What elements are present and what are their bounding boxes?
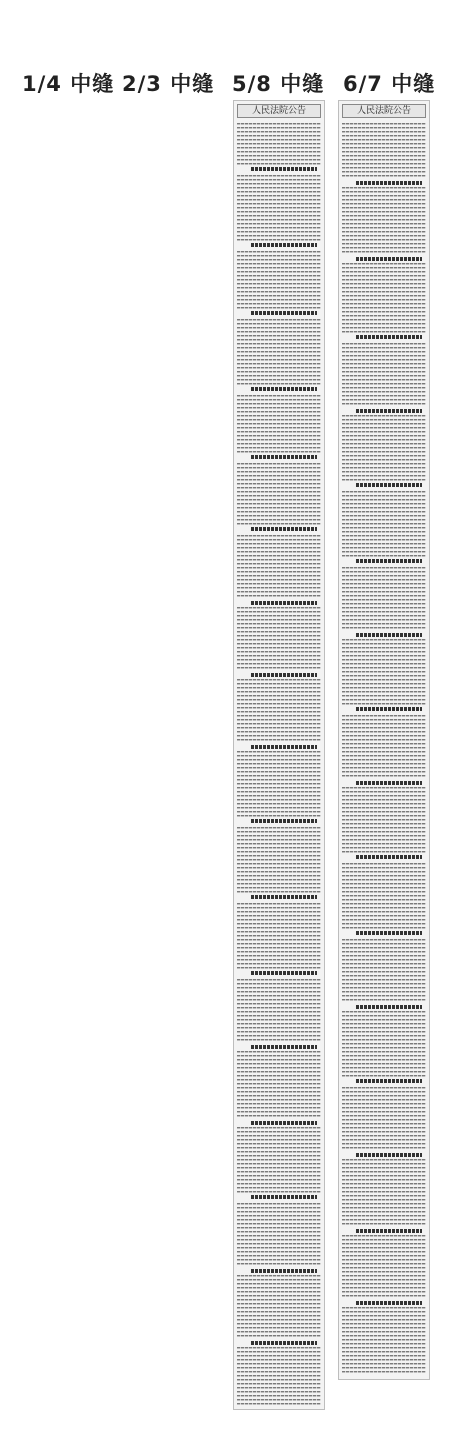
section-heading bbox=[342, 1077, 426, 1085]
section-heading bbox=[237, 453, 321, 461]
section-heading bbox=[237, 1119, 321, 1127]
fold-label-6-7: 6/7 中缝 bbox=[343, 72, 436, 96]
section-heading bbox=[237, 1267, 321, 1275]
section-heading bbox=[237, 525, 321, 533]
section-heading bbox=[237, 893, 321, 901]
fold-label-1-4: 1/4 中缝 bbox=[22, 72, 115, 96]
section-heading bbox=[237, 671, 321, 679]
section-heading bbox=[237, 599, 321, 607]
section-heading bbox=[342, 255, 426, 263]
section-heading bbox=[237, 309, 321, 317]
section-heading bbox=[237, 165, 321, 173]
section-heading bbox=[342, 929, 426, 937]
section-heading bbox=[342, 557, 426, 565]
section-heading bbox=[342, 1151, 426, 1159]
section-heading bbox=[342, 1299, 426, 1307]
fold-label-2-3: 2/3 中缝 bbox=[122, 72, 215, 96]
section-heading bbox=[342, 407, 426, 415]
section-heading bbox=[342, 779, 426, 787]
section-heading bbox=[237, 743, 321, 751]
section-heading bbox=[342, 333, 426, 341]
section-heading bbox=[342, 631, 426, 639]
notice-body-text bbox=[342, 123, 426, 1375]
section-heading bbox=[237, 241, 321, 249]
notice-body-text bbox=[237, 123, 321, 1405]
notice-column-5-8 bbox=[233, 100, 325, 1410]
column-title: 人民法院公告 bbox=[237, 104, 321, 118]
section-heading bbox=[342, 481, 426, 489]
section-heading bbox=[237, 1043, 321, 1051]
section-heading bbox=[237, 1339, 321, 1347]
section-heading bbox=[342, 1227, 426, 1235]
fold-label-5-8: 5/8 中缝 bbox=[232, 72, 325, 96]
text-texture bbox=[342, 123, 426, 1375]
section-heading bbox=[342, 853, 426, 861]
section-heading bbox=[237, 969, 321, 977]
section-heading bbox=[342, 1003, 426, 1011]
fold-labels-row bbox=[0, 60, 450, 100]
section-heading bbox=[237, 385, 321, 393]
column-title: 人民法院公告 bbox=[342, 104, 426, 118]
notice-column-6-7 bbox=[338, 100, 430, 1380]
section-heading bbox=[342, 705, 426, 713]
section-heading bbox=[342, 179, 426, 187]
section-heading bbox=[237, 1193, 321, 1201]
section-heading bbox=[237, 817, 321, 825]
